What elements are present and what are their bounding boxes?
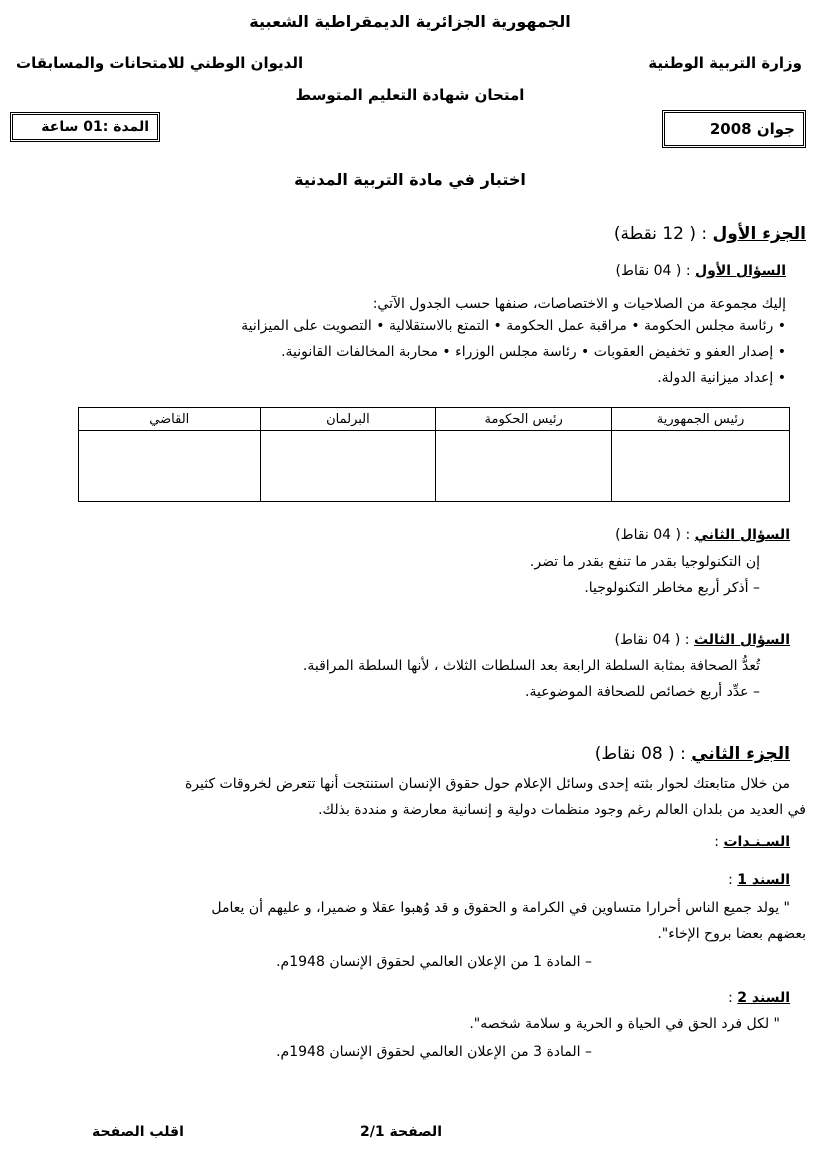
part1-points: : ( 12 نقطة) [613, 224, 708, 244]
table-header-parliament: البرلمان [260, 408, 436, 431]
doc1-line: " يولد جميع الناس أحرارا متساوين في الكرامة و الحقوق و قد وُهبوا عقلا و ضميرا، و عليهم أن يعامل [211, 900, 790, 916]
doc1-source: – المادة 1 من الإعلان العالمي لحقوق الإنسان 1948م. [276, 954, 592, 970]
part1-title: الجزء الأول [712, 224, 806, 244]
part2-title: الجزء الثاني [691, 744, 790, 764]
q1-title: السؤال الأول [695, 263, 786, 279]
doc2-colon: : [728, 990, 733, 1006]
q1-intro: إليك مجموعة من الصلاحيات و الاختصاصات، صنفها حسب الجدول الآتي: [372, 296, 786, 312]
date-box: جوان 2008 [662, 110, 806, 148]
documents-colon: : [714, 834, 719, 850]
exam-title: امتحان شهادة التعليم المتوسط [295, 86, 525, 104]
doc1-line: بعضهم بعضا بروح الإخاء". [657, 926, 806, 942]
part2-intro-line: في العديد من بلدان العالم رغم وجود منظمات دولية و إنسانية معارضة و منددة بذلك. [318, 802, 806, 818]
q2-title: السؤال الثاني [694, 527, 790, 543]
republic-title: الجمهورية الجزائرية الديمقراطية الشعبية [249, 12, 571, 31]
q3-heading [615, 632, 791, 648]
q3-points: : ( 04 نقاط) [614, 632, 690, 648]
ministry-name: وزارة التربية الوطنية [648, 54, 802, 72]
q3-line: – عدِّد أربع خصائص للصحافة الموضوعية. [525, 684, 760, 700]
table-header-president: رئيس الجمهورية [612, 408, 790, 431]
q3-line: تُعدُّ الصحافة بمثابة السلطة الرابعة بعد السلطات الثلاث ، لأنها السلطة المراقبة. [302, 658, 760, 674]
doc2-source: – المادة 3 من الإعلان العالمي لحقوق الإنسان 1948م. [276, 1044, 592, 1060]
q1-item: • إصدار العفو و تخفيض العقوبات • رئاسة مجلس الوزراء • محاربة المخالفات القانونية. [281, 344, 786, 360]
table-cell [612, 431, 790, 502]
turn-page-note: اقلب الصفحة [92, 1124, 184, 1140]
doc2-heading [728, 990, 790, 1006]
q1-points: : ( 04 نقاط) [615, 263, 691, 279]
q1-item: • إعداد ميزانية الدولة. [657, 370, 786, 386]
q2-heading [615, 527, 790, 543]
q1-item: • رئاسة مجلس الحكومة • مراقبة عمل الحكومة • التمتع بالاستقلالية • التصويت على الميزانية [241, 318, 786, 334]
q3-title: السؤال الثالث [693, 632, 790, 648]
part2-heading [595, 744, 790, 764]
q1-heading [616, 263, 786, 279]
doc1-title: السند 1 [737, 872, 790, 888]
q2-points: : ( 04 نقاط) [615, 527, 691, 543]
doc2-title: السند 2 [737, 990, 790, 1006]
part1-heading [614, 224, 806, 244]
documents-heading [714, 834, 790, 850]
page-number: الصفحة 2/1 [360, 1124, 442, 1140]
q2-line: – أذكر أربع مخاطر التكنولوجيا. [584, 580, 760, 596]
subject-title: اختبار في مادة التربية المدنية [294, 170, 526, 189]
documents-title: السـنـدات [723, 834, 790, 850]
part2-intro-line: من خلال متابعتك لحوار بثته إحدى وسائل الإعلام حول حقوق الإنسان استنتجت أنها تتعرض لخروقات كثيرة [184, 776, 790, 792]
table-cell [260, 431, 436, 502]
part2-points: : ( 08 نقاط) [594, 744, 686, 764]
table-header-head-of-government: رئيس الحكومة [436, 408, 612, 431]
office-name: الديوان الوطني للامتحانات والمسابقات [16, 54, 304, 72]
table-header-judge: القاضي [79, 408, 261, 431]
table-cell [436, 431, 612, 502]
doc1-heading [728, 872, 790, 888]
table-cell [79, 431, 261, 502]
doc1-colon: : [728, 872, 733, 888]
q2-line: إن التكنولوجيا بقدر ما تنفع بقدر ما تضر. [529, 554, 760, 570]
classification-table [78, 407, 790, 502]
duration-box: المدة :01 ساعة [10, 112, 160, 142]
doc2-line: " لكل فرد الحق في الحياة و الحرية و سلامة شخصه". [469, 1016, 780, 1032]
